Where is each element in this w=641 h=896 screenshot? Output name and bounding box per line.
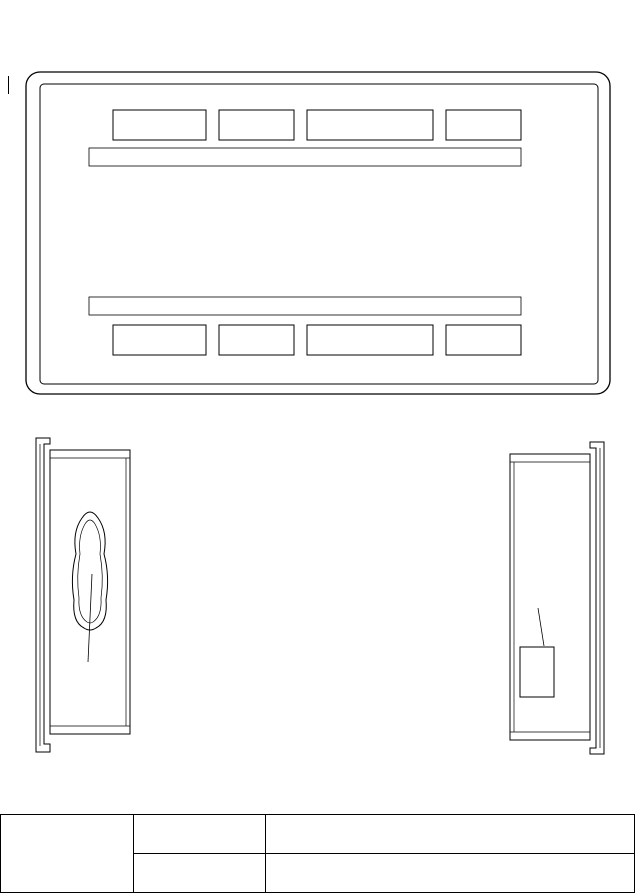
desc-cell <box>266 815 635 854</box>
left-side-view <box>30 436 140 756</box>
pin-cell <box>134 854 266 893</box>
rear-panel-diagram <box>0 0 641 410</box>
table-row <box>1 815 635 854</box>
right-side-view <box>498 440 610 760</box>
desc-cell <box>266 854 635 893</box>
interface-table <box>0 814 635 893</box>
pin-cell <box>134 815 266 854</box>
group-cell <box>1 815 134 893</box>
